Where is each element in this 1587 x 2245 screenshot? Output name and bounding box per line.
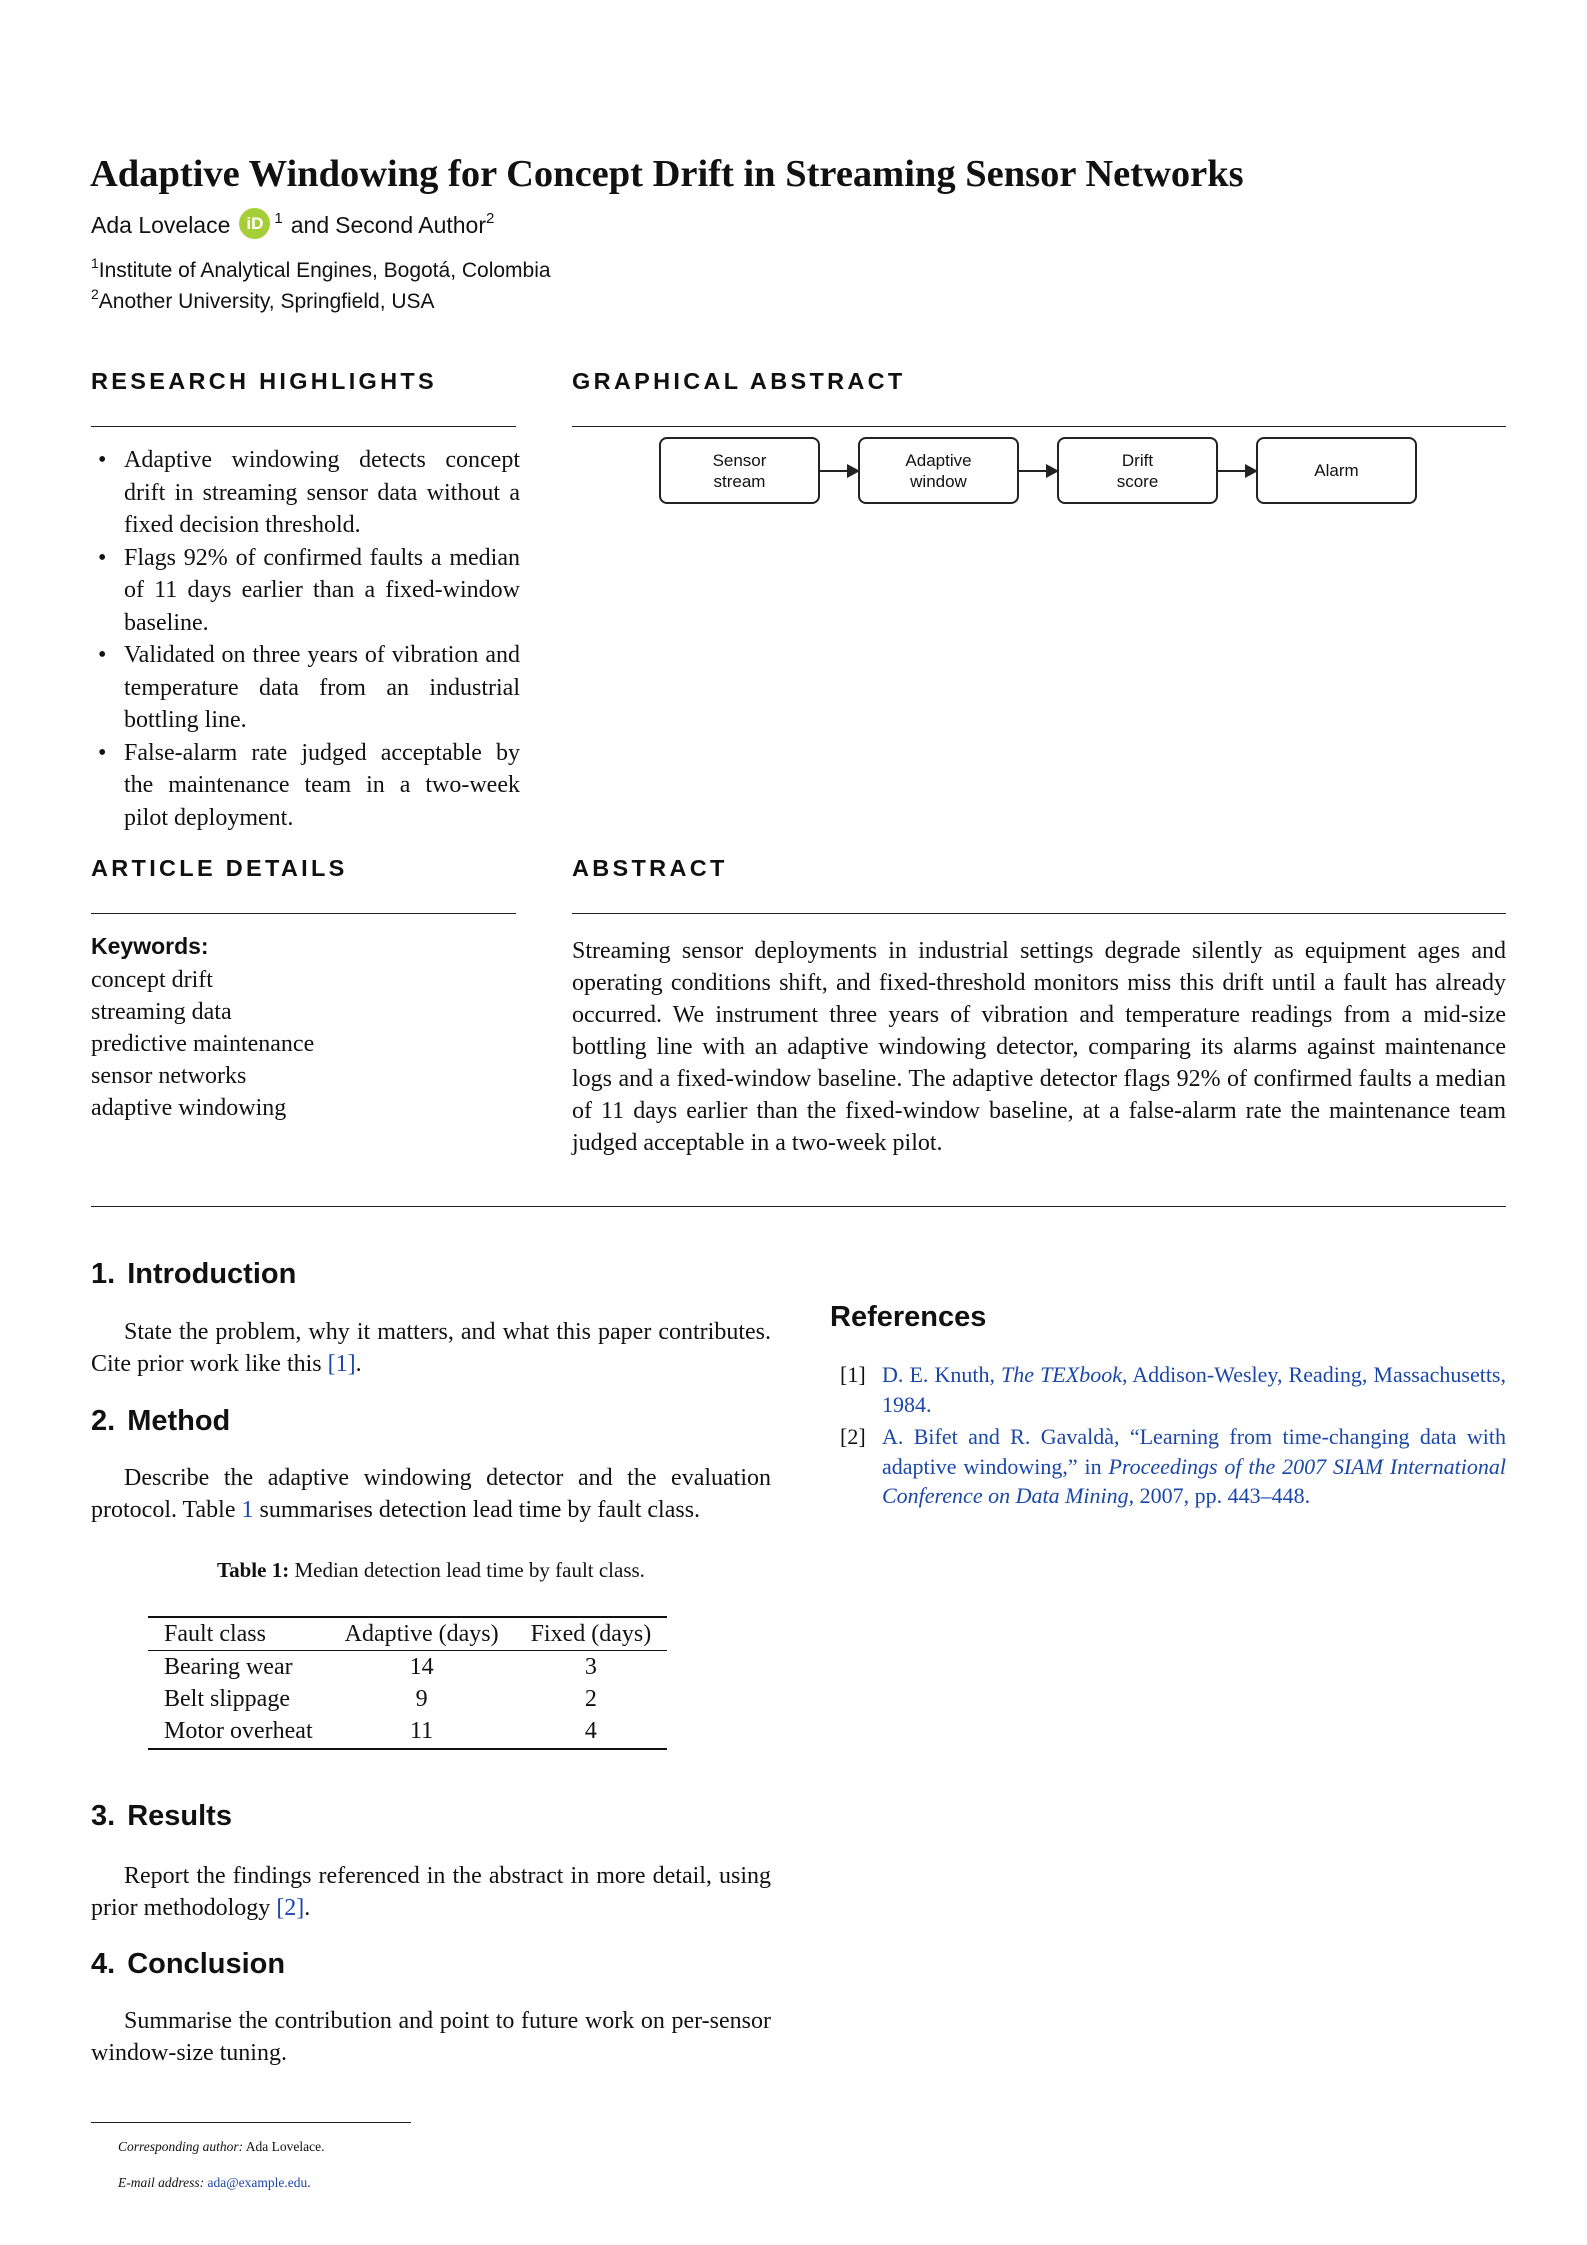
- keyword: concept drift: [91, 967, 213, 993]
- paragraph-text: .: [355, 1351, 362, 1377]
- section-heading: [91, 1800, 232, 1833]
- author-name: Ada Lovelace: [91, 212, 231, 238]
- affiliation-marker: 1: [91, 255, 99, 271]
- affiliation-marker: 1: [274, 210, 283, 227]
- column-header: Adaptive (days): [329, 1617, 515, 1651]
- graphical-abstract-flow: [659, 437, 1419, 512]
- keyword: predictive maintenance: [91, 1031, 315, 1057]
- flow-step-label: Adaptive: [905, 450, 972, 470]
- flow-step: [1057, 437, 1218, 504]
- section-number: 1.: [91, 1258, 116, 1290]
- paragraph-text: .: [304, 1895, 311, 1921]
- reference-number: [2]: [840, 1424, 866, 1449]
- email-address: [118, 2175, 311, 2191]
- keywords-label: Keywords:: [91, 933, 209, 959]
- list-item: • Validated on three years of vibration and temperature data from an industrial bottling line.: [98, 639, 520, 737]
- column-header: Fault class: [148, 1617, 329, 1651]
- divider: [91, 426, 516, 427]
- table-cell: 3: [584, 1654, 597, 1680]
- paragraph-text: Describe the adaptive windowing detector and the evaluation protocol. Table: [91, 1465, 771, 1523]
- affiliation: [91, 256, 551, 283]
- footnote-label: E-mail address:: [118, 2175, 205, 2190]
- divider: [572, 913, 1506, 914]
- affiliation: [91, 287, 435, 314]
- paragraph-text: State the problem, why it matters, and what this paper contributes. Cite prior work like this: [91, 1319, 771, 1377]
- flow-step: [858, 437, 1019, 504]
- divider: [91, 913, 516, 914]
- highlights-list: [98, 444, 520, 834]
- table-caption: [91, 1558, 771, 1583]
- citation-link[interactable]: [1]: [327, 1351, 356, 1377]
- affiliation-marker: 2: [91, 286, 99, 302]
- table-cell: Bearing wear: [164, 1654, 293, 1680]
- flow-step-label: Sensor: [712, 450, 767, 470]
- flow-step: [1256, 437, 1417, 504]
- arrow-right-icon: [1218, 470, 1256, 472]
- list-item: • Adaptive windowing detects concept drift in streaming sensor data without a fixed decision threshold.: [98, 444, 520, 542]
- footnote-divider: [91, 2122, 411, 2123]
- section-heading: [91, 1948, 285, 1981]
- paragraph: Summarise the contribution and point to future work on per-sensor window-size tuning.: [91, 2008, 771, 2066]
- reference-number: [1]: [840, 1362, 866, 1387]
- author-name: Second Author: [335, 212, 487, 238]
- graphical-abstract-heading: GRAPHICAL ABSTRACT: [572, 368, 906, 394]
- section-number: 2.: [91, 1405, 116, 1437]
- list-item: • Flags 92% of confirmed faults a median of 11 days earlier than a fixed-window baseline.: [98, 542, 520, 640]
- list-item: • False-alarm rate judged acceptable by the maintenance team in a two-week pilot deployment.: [98, 737, 520, 835]
- section-heading: [91, 1258, 296, 1291]
- table-caption-text: Median detection lead time by fault class.: [294, 1558, 645, 1582]
- highlights-heading: RESEARCH HIGHLIGHTS: [91, 368, 438, 394]
- affiliation-text: Another University, Springfield, USA: [98, 290, 435, 313]
- section-number: 3.: [91, 1800, 116, 1832]
- affiliation-text: Institute of Analytical Engines, Bogotá, Colombia: [98, 259, 551, 282]
- section-title: Introduction: [127, 1258, 297, 1290]
- flow-step-label: stream: [713, 471, 766, 491]
- flow-step: [659, 437, 820, 504]
- table-cell: Motor overheat: [148, 1715, 329, 1749]
- reference-authors: D. E. Knuth,: [882, 1362, 1002, 1387]
- orcid-icon[interactable]: iD: [239, 208, 270, 239]
- section-number: 4.: [91, 1948, 116, 1980]
- divider: [91, 1206, 1506, 1207]
- paragraph: [91, 1462, 771, 1526]
- reference-item[interactable]: [840, 1422, 1506, 1511]
- flow-step-label: Alarm: [1314, 461, 1359, 480]
- citation-link[interactable]: [2]: [276, 1895, 305, 1921]
- table-ref-link[interactable]: 1: [241, 1497, 254, 1523]
- table-row: [148, 1683, 667, 1715]
- reference-details: , Addison-Wesley, Reading, Massachusetts, 1984.: [882, 1362, 1506, 1417]
- paragraph: [91, 1860, 771, 1924]
- flow-step-label: score: [1116, 471, 1159, 491]
- table-cell: 4: [515, 1715, 668, 1749]
- table-cell: 2: [584, 1686, 597, 1712]
- author-line: [91, 212, 494, 243]
- reference-title: The TEXbook: [1001, 1362, 1122, 1387]
- abstract-heading: ABSTRACT: [572, 855, 728, 881]
- table-caption-label: Table 1:: [217, 1558, 290, 1582]
- keywords-list: [91, 964, 314, 1124]
- author-connector: and: [290, 212, 330, 238]
- section-title: Conclusion: [127, 1948, 286, 1980]
- section-title: Results: [127, 1800, 232, 1832]
- section-title: Method: [127, 1405, 231, 1437]
- footnote-text: .: [307, 2175, 311, 2190]
- keyword: streaming data: [91, 999, 232, 1025]
- table-cell: 14: [409, 1654, 434, 1680]
- table-cell: 9: [415, 1686, 428, 1712]
- reference-details: , 2007, pp. 443–448.: [1128, 1483, 1311, 1508]
- arrow-right-icon: [1019, 470, 1057, 472]
- corresponding-author: [118, 2139, 325, 2155]
- email-link[interactable]: ada@example.edu: [207, 2175, 308, 2190]
- reference-authors: A. Bifet and R. Gavaldà, “Learning from time-changing data with adaptive windowing,” in: [882, 1424, 1506, 1479]
- divider: [572, 426, 1506, 427]
- table-header-row: [148, 1617, 667, 1651]
- column-header: Fixed (days): [515, 1617, 668, 1651]
- references-heading: References: [830, 1301, 987, 1333]
- article-details-heading: ARTICLE DETAILS: [91, 855, 348, 881]
- keyword: adaptive windowing: [91, 1095, 287, 1121]
- reference-item[interactable]: [840, 1360, 1506, 1419]
- reference-title: Proceedings of the 2007 SIAM International Conference on Data Mining: [882, 1453, 1506, 1508]
- flow-step-label: window: [910, 471, 967, 491]
- paragraph-text: Report the findings referenced in the abstract in more detail, using prior methodology: [91, 1863, 771, 1921]
- lead-time-table: [148, 1616, 667, 1750]
- section-heading: [91, 1405, 230, 1438]
- footnote-label: Corresponding author:: [118, 2139, 244, 2154]
- table-row: [148, 1715, 667, 1749]
- flow-step-label: Drift: [1121, 450, 1154, 470]
- keyword: sensor networks: [91, 1063, 247, 1089]
- table-row: [148, 1651, 667, 1684]
- references-list: [840, 1360, 1506, 1514]
- abstract-text: Streaming sensor deployments in industrial settings degrade silently as equipment ages and operating conditions shift, and fixed-threshold monitors miss this drift until a fault has already occurred. We instrument three years of vibration and temperature readings from a mid-size bottling line with an adaptive windowing detector, comparing its alarms against maintenance logs and a fixed-window baseline. The adaptive detector flags 92% of confirmed faults a median of 11 days earlier than the fixed-window baseline, at a false-alarm rate the maintenance team judged acceptable in a two-week pilot.: [572, 938, 1506, 1156]
- paper-title: Adaptive Windowing for Concept Drift in Streaming Sensor Networks: [90, 153, 1244, 195]
- footnote-text: Ada Lovelace.: [245, 2139, 325, 2154]
- paragraph-text: summarises detection lead time by fault class.: [253, 1497, 701, 1523]
- affiliation-marker: 2: [486, 210, 495, 227]
- table-cell: 11: [329, 1715, 515, 1749]
- table-cell: Belt slippage: [164, 1686, 290, 1712]
- paragraph: [91, 1316, 771, 1380]
- arrow-right-icon: [820, 470, 858, 472]
